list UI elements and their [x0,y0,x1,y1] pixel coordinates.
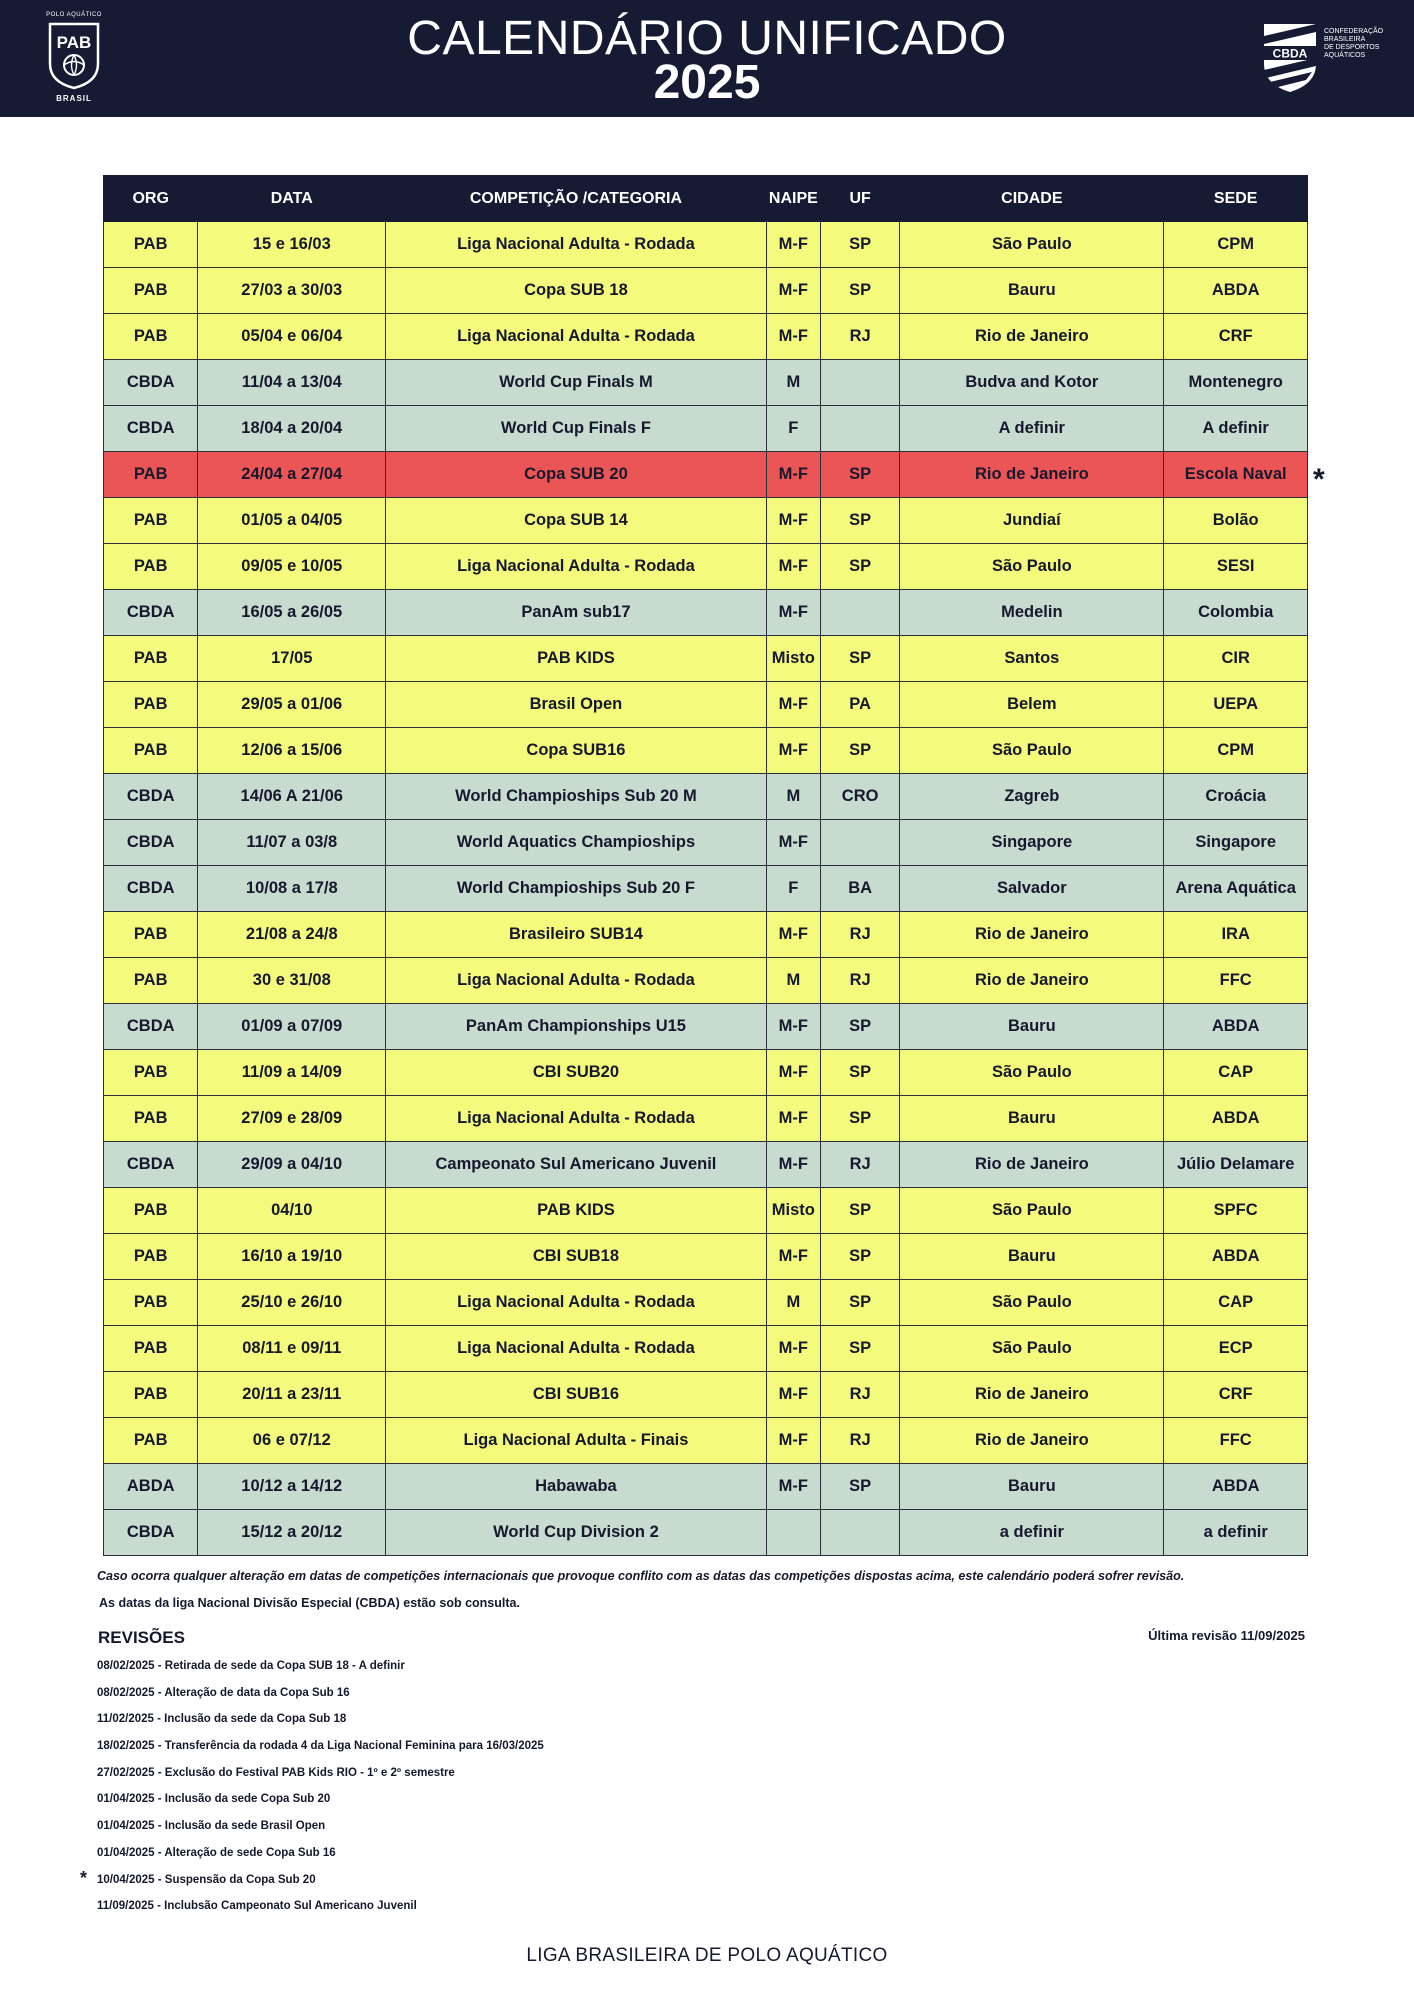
cell-data: 05/04 e 06/04 [198,314,386,360]
revision-text: 27/02/2025 - Exclusão do Festival PAB Kids RIO - 1º e 2º semestre [97,1766,455,1779]
cell-org: PAB [104,268,198,314]
cell-cidade: São Paulo [900,1188,1164,1234]
cell-sede: A definir [1164,406,1308,452]
cell-sede: CIR [1164,636,1308,682]
cell-data: 08/11 e 09/11 [198,1326,386,1372]
cell-competicao: World Cup Division 2 [386,1510,767,1556]
cell-naipe: M-F [766,728,820,774]
table-row [104,774,1308,820]
table-row [104,1280,1308,1326]
cell-sede: FFC [1164,1418,1308,1464]
cell-cidade: Rio de Janeiro [900,314,1164,360]
cell-data: 10/12 a 14/12 [198,1464,386,1510]
cell-cidade: a definir [900,1510,1164,1556]
cell-uf: SP [820,222,899,268]
revision-text: 11/02/2025 - Inclusão da sede da Copa Sub 18 [97,1713,347,1726]
cell-uf: CRO [820,774,899,820]
cell-org: CBDA [104,820,198,866]
cell-naipe: M-F [766,544,820,590]
cell-competicao: Copa SUB 14 [386,498,767,544]
cell-data: 11/07 a 03/8 [198,820,386,866]
column-header-sede: SEDE [1164,176,1308,222]
cell-cidade: Rio de Janeiro [900,452,1164,498]
cell-competicao: Liga Nacional Adulta - Rodada [386,314,767,360]
table-row [104,406,1308,452]
cell-cidade: A definir [900,406,1164,452]
cell-uf: SP [820,544,899,590]
column-header-competicao: COMPETIÇÃO /CATEGORIA [386,176,767,222]
column-header-naipe: NAIPE [766,176,820,222]
cell-naipe: Misto [766,636,820,682]
cell-naipe: F [766,866,820,912]
cell-competicao: Copa SUB16 [386,728,767,774]
revision-item [97,1791,897,1818]
cell-cidade: São Paulo [900,544,1164,590]
cell-uf: SP [820,1050,899,1096]
cell-uf: SP [820,1096,899,1142]
cell-cidade: Bauru [900,1004,1164,1050]
table-row [104,958,1308,1004]
revision-item [97,1765,897,1792]
cbda-shield-icon [1262,22,1318,94]
cell-sede: FFC [1164,958,1308,1004]
cell-cidade: Rio de Janeiro [900,1142,1164,1188]
last-revision-date: Última revisão 11/09/2025 [1148,1628,1305,1643]
cbda-text-line: CONFEDERAÇÃO [1324,28,1384,35]
cell-naipe: M-F [766,682,820,728]
cell-cidade: Budva and Kotor [900,360,1164,406]
revision-item [97,1658,897,1685]
cell-org: CBDA [104,866,198,912]
cell-org: PAB [104,1096,198,1142]
cell-org: PAB [104,452,198,498]
cell-org: CBDA [104,1004,198,1050]
revisions-list [80,1658,897,1925]
table-row [104,820,1308,866]
table-row [104,636,1308,682]
cell-naipe [766,1510,820,1556]
cell-data: 16/05 a 26/05 [198,590,386,636]
cell-data: 10/08 a 17/8 [198,866,386,912]
table-row [104,1142,1308,1188]
cell-data: 25/10 e 26/10 [198,1280,386,1326]
table-row [104,314,1308,360]
cell-competicao: Copa SUB 20 [386,452,767,498]
cell-org: PAB [104,1234,198,1280]
row-asterisk-marker: * [1313,463,1325,496]
cell-uf: SP [820,268,899,314]
cell-uf: RJ [820,314,899,360]
page-year: 2025 [653,56,761,109]
cell-uf: SP [820,1280,899,1326]
cell-data: 30 e 31/08 [198,958,386,1004]
cell-data: 15/12 a 20/12 [198,1510,386,1556]
cell-org: PAB [104,222,198,268]
cell-competicao: Liga Nacional Adulta - Finais [386,1418,767,1464]
cell-uf: RJ [820,1418,899,1464]
cell-org: CBDA [104,406,198,452]
cell-sede: Arena Aquática [1164,866,1308,912]
cell-competicao: CBI SUB18 [386,1234,767,1280]
cell-competicao: CBI SUB20 [386,1050,767,1096]
revision-text: 08/02/2025 - Retirada de sede da Copa SUB 18 - A definir [97,1660,405,1672]
cell-sede: Colombia [1164,590,1308,636]
cell-cidade: São Paulo [900,1326,1164,1372]
cell-competicao: World Champioships Sub 20 M [386,774,767,820]
revision-text: 18/02/2025 - Transferência da rodada 4 da Liga Nacional Feminina para 16/03/2025 [97,1740,544,1753]
revision-item [97,1818,897,1845]
cell-data: 06 e 07/12 [198,1418,386,1464]
cell-naipe: M-F [766,268,820,314]
cell-naipe: M-F [766,314,820,360]
cell-uf [820,406,899,452]
cell-org: PAB [104,1326,198,1372]
cell-org: PAB [104,1372,198,1418]
cell-org: PAB [104,728,198,774]
cell-naipe: M-F [766,1050,820,1096]
cell-sede: ABDA [1164,1096,1308,1142]
cell-naipe: M-F [766,820,820,866]
cell-uf: SP [820,1326,899,1372]
cell-data: 01/05 a 04/05 [198,498,386,544]
cell-naipe: M-F [766,1234,820,1280]
cell-naipe: M [766,1280,820,1326]
cell-sede: UEPA [1164,682,1308,728]
pab-logo-country: BRASIL [56,94,92,103]
table-row [104,1234,1308,1280]
revision-text: 01/04/2025 - Inclusão da sede Brasil Open [97,1820,326,1833]
revision-item [97,1845,897,1872]
cell-cidade: Bauru [900,268,1164,314]
cell-data: 16/10 a 19/10 [198,1234,386,1280]
cell-sede: CPM [1164,222,1308,268]
cell-data: 17/05 [198,636,386,682]
table-row [104,728,1308,774]
cell-naipe: M-F [766,1372,820,1418]
cbda-text-line: DE DESPORTOS [1324,44,1380,51]
note-liga-consulta: As datas da liga Nacional Divisão Especial (CBDA) estão sob consulta. [99,1596,520,1610]
cell-cidade: Rio de Janeiro [900,1372,1164,1418]
cell-naipe: M [766,774,820,820]
cell-competicao: World Champioships Sub 20 F [386,866,767,912]
calendar-table [103,175,1308,1556]
cbda-logo-abbr: CBDA [1272,46,1308,61]
cell-competicao: Copa SUB 18 [386,268,767,314]
cell-cidade: Medelin [900,590,1164,636]
cell-org: PAB [104,314,198,360]
revision-text: 11/09/2025 - Inclubsão Campeonato Sul Americano Juvenil [97,1900,417,1913]
cell-competicao: PanAm Championships U15 [386,1004,767,1050]
cell-sede: a definir [1164,1510,1308,1556]
cell-sede: ABDA [1164,1234,1308,1280]
cell-competicao: PanAm sub17 [386,590,767,636]
cell-sede: Escola Naval [1164,452,1308,498]
revision-text: 01/04/2025 - Alteração de sede Copa Sub 16 [97,1846,336,1859]
page-title: CALENDÁRIO UNIFICADO [407,12,1007,65]
cell-sede: ABDA [1164,1464,1308,1510]
cell-data: 12/06 a 15/06 [198,728,386,774]
cell-sede: Singapore [1164,820,1308,866]
cell-cidade: Bauru [900,1096,1164,1142]
cell-sede: CPM [1164,728,1308,774]
cell-data: 11/09 a 14/09 [198,1050,386,1096]
table-row [104,1418,1308,1464]
cell-uf: PA [820,682,899,728]
cell-cidade: São Paulo [900,222,1164,268]
cell-naipe: M-F [766,1004,820,1050]
revision-item [80,1867,897,1899]
table-row [104,544,1308,590]
cell-uf: SP [820,1004,899,1050]
revision-text: 01/04/2025 - Inclusão da sede Copa Sub 20 [97,1793,331,1806]
cell-sede: Júlio Delamare [1164,1142,1308,1188]
table-row [104,1326,1308,1372]
cell-naipe: M-F [766,498,820,544]
cell-org: CBDA [104,590,198,636]
column-header-cidade: CIDADE [900,176,1164,222]
cell-org: PAB [104,1188,198,1234]
cell-competicao: Liga Nacional Adulta - Rodada [386,958,767,1004]
cell-uf: SP [820,1464,899,1510]
cell-competicao: World Aquatics Champioships [386,820,767,866]
cell-sede: ABDA [1164,268,1308,314]
pab-logo-abbr: PAB [56,33,92,52]
cell-sede: SESI [1164,544,1308,590]
cell-data: 04/10 [198,1188,386,1234]
cell-uf: RJ [820,912,899,958]
revision-item [97,1711,897,1738]
cell-org: PAB [104,682,198,728]
cell-uf: SP [820,452,899,498]
table-body [104,222,1308,1556]
cell-competicao: Brasil Open [386,682,767,728]
table-row [104,1004,1308,1050]
cell-cidade: Bauru [900,1234,1164,1280]
cell-uf: SP [820,728,899,774]
cell-naipe: Misto [766,1188,820,1234]
cell-data: 01/09 a 07/09 [198,1004,386,1050]
cell-naipe: M-F [766,1096,820,1142]
cell-naipe: M-F [766,1418,820,1464]
cell-org: PAB [104,498,198,544]
cell-org: PAB [104,1280,198,1326]
cell-org: PAB [104,958,198,1004]
column-header-data: DATA [198,176,386,222]
table-row [104,1188,1308,1234]
table-row [104,682,1308,728]
cell-data: 24/04 a 27/04 [198,452,386,498]
table-row [104,1464,1308,1510]
revisions-title: REVISÕES [98,1628,185,1647]
cell-sede: CRF [1164,1372,1308,1418]
cell-naipe: M-F [766,1142,820,1188]
cell-cidade: São Paulo [900,728,1164,774]
table-row [104,912,1308,958]
cell-org: CBDA [104,1142,198,1188]
cell-sede: SPFC [1164,1188,1308,1234]
cell-uf: SP [820,1234,899,1280]
table-row [104,590,1308,636]
cell-cidade: Jundiaí [900,498,1164,544]
cell-competicao: World Cup Finals F [386,406,767,452]
cell-org: PAB [104,1418,198,1464]
revision-item [97,1685,897,1712]
revision-text: 08/02/2025 - Alteração de data da Copa Sub 16 [97,1686,350,1699]
cell-naipe: M-F [766,1464,820,1510]
revision-asterisk-marker: * [80,1867,88,1888]
cell-data: 27/09 e 28/09 [198,1096,386,1142]
cell-sede: ABDA [1164,1004,1308,1050]
cell-uf [820,360,899,406]
table-row [104,222,1308,268]
cell-cidade: Zagreb [900,774,1164,820]
table-header-row [104,176,1308,222]
cell-competicao: Liga Nacional Adulta - Rodada [386,544,767,590]
cell-cidade: Santos [900,636,1164,682]
cell-org: PAB [104,636,198,682]
cell-sede: Bolão [1164,498,1308,544]
cell-sede: IRA [1164,912,1308,958]
cbda-logo [1262,22,1382,102]
cell-data: 11/04 a 13/04 [198,360,386,406]
cell-competicao: Liga Nacional Adulta - Rodada [386,1096,767,1142]
cell-sede: CAP [1164,1050,1308,1096]
cell-competicao: CBI SUB16 [386,1372,767,1418]
table-row [104,1372,1308,1418]
pab-logo-top-text: POLO AQUÁTICO [46,12,102,18]
cell-cidade: Belem [900,682,1164,728]
cell-uf: SP [820,1188,899,1234]
cell-naipe: M-F [766,1326,820,1372]
revision-item [97,1898,897,1925]
cell-uf [820,1510,899,1556]
cell-sede: CAP [1164,1280,1308,1326]
cbda-text-line: AQUÁTICOS [1324,52,1366,59]
cell-sede: Croácia [1164,774,1308,820]
revision-text: 10/04/2025 - Suspensão da Copa Sub 20 [97,1873,316,1886]
cbda-text-line: BRASILEIRA [1324,36,1366,43]
cell-data: 21/08 a 24/8 [198,912,386,958]
cell-cidade: Rio de Janeiro [900,958,1164,1004]
column-header-uf: UF [820,176,899,222]
cell-uf: RJ [820,958,899,1004]
table-row [104,268,1308,314]
table-row [104,452,1308,498]
column-header-org: ORG [104,176,198,222]
cell-sede: CRF [1164,314,1308,360]
cell-org: CBDA [104,1510,198,1556]
cell-cidade: Rio de Janeiro [900,1418,1164,1464]
cell-naipe: M-F [766,452,820,498]
cell-competicao: Liga Nacional Adulta - Rodada [386,1280,767,1326]
cell-competicao: Brasileiro SUB14 [386,912,767,958]
cell-org: PAB [104,912,198,958]
cell-data: 27/03 a 30/03 [198,268,386,314]
table-row [104,1050,1308,1096]
cell-uf: BA [820,866,899,912]
cell-org: CBDA [104,360,198,406]
cell-cidade: Singapore [900,820,1164,866]
table-row [104,498,1308,544]
cell-sede: ECP [1164,1326,1308,1372]
cell-uf [820,590,899,636]
cell-data: 29/09 a 04/10 [198,1142,386,1188]
cell-uf: SP [820,636,899,682]
cell-competicao: Campeonato Sul Americano Juvenil [386,1142,767,1188]
cell-data: 15 e 16/03 [198,222,386,268]
page-header [0,0,1414,117]
cell-uf: RJ [820,1142,899,1188]
cell-uf: RJ [820,1372,899,1418]
cell-uf [820,820,899,866]
cell-org: CBDA [104,774,198,820]
cell-naipe: M-F [766,912,820,958]
cell-naipe: M [766,360,820,406]
cell-sede: Montenegro [1164,360,1308,406]
cell-data: 09/05 e 10/05 [198,544,386,590]
cell-naipe: M [766,958,820,1004]
cell-org: ABDA [104,1464,198,1510]
cell-cidade: Salvador [900,866,1164,912]
cell-cidade: São Paulo [900,1050,1164,1096]
cell-competicao: PAB KIDS [386,636,767,682]
cell-competicao: Liga Nacional Adulta - Rodada [386,1326,767,1372]
cell-data: 29/05 a 01/06 [198,682,386,728]
revision-item [97,1738,897,1765]
table-row [104,1096,1308,1142]
cell-naipe: M-F [766,590,820,636]
note-revision-warning: Caso ocorra qualquer alteração em datas de competições internacionais que provoque conflito com as datas das competições dispostas acima, este calendário poderá sofrer revisão. [97,1569,1185,1583]
cell-org: PAB [104,1050,198,1096]
table-row [104,360,1308,406]
cell-data: 18/04 a 20/04 [198,406,386,452]
cell-competicao: PAB KIDS [386,1188,767,1234]
cell-naipe: M-F [766,222,820,268]
cell-cidade: Bauru [900,1464,1164,1510]
table-row [104,866,1308,912]
cell-competicao: World Cup Finals M [386,360,767,406]
page-footer: LIGA BRASILEIRA DE POLO AQUÁTICO [526,1945,888,1966]
cell-uf: SP [820,498,899,544]
cell-naipe: F [766,406,820,452]
cell-cidade: Rio de Janeiro [900,912,1164,958]
cell-org: PAB [104,544,198,590]
cell-data: 14/06 A 21/06 [198,774,386,820]
cell-cidade: São Paulo [900,1280,1164,1326]
cell-data: 20/11 a 23/11 [198,1372,386,1418]
cell-competicao: Habawaba [386,1464,767,1510]
cbda-logo-text [1324,28,1394,60]
table-row [104,1510,1308,1556]
cell-competicao: Liga Nacional Adulta - Rodada [386,222,767,268]
